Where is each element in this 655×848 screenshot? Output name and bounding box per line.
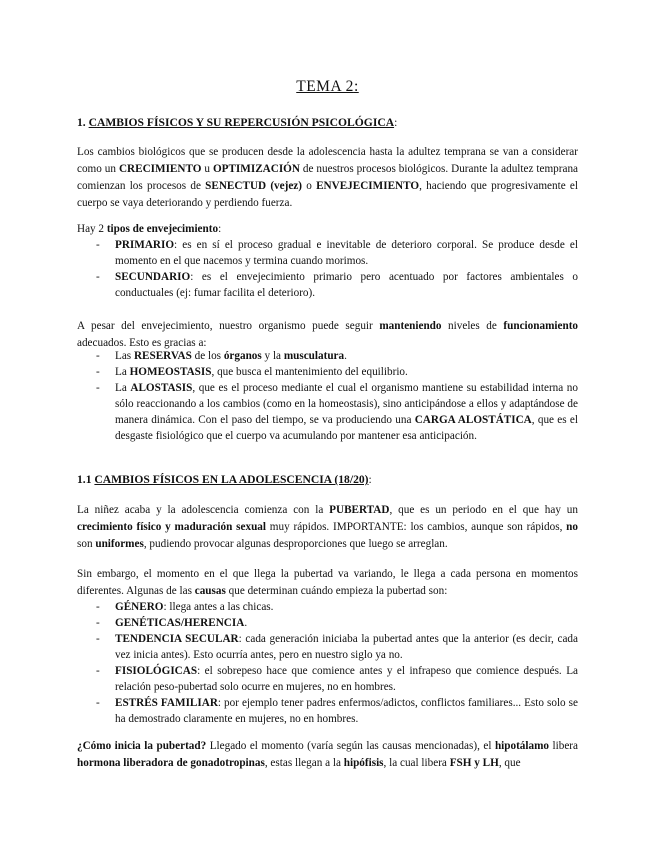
causas-list [77, 599, 578, 727]
list-item: - PRIMARIO: es en sí el proceso gradual e inevitable de deterioro corporal. Se produce desde el momento en el que nacemos y termina cuando morimos. [96, 239, 578, 267]
list-item: - La HOMEOSTASIS, que busca el mantenimiento del equilibrio. [96, 366, 408, 378]
list-item: - SECUNDARIO: es el envejecimiento primario pero acentuado por factores ambientales o conductuales (ej: fumar facilita el deterioro). [96, 271, 578, 299]
section-1-heading: 1. CAMBIOS FÍSICOS Y SU REPERCUSIÓN PSICOLÓGICA: [77, 116, 398, 129]
gracias-list [77, 348, 578, 444]
paragraph-mantenimiento: A pesar del envejecimiento, nuestro organismo puede seguir manteniendo niveles de funcionamiento adecuados. Esto es gracias a: [77, 320, 579, 349]
list-item: - Las RESERVAS de los órganos y la musculatura. [96, 350, 347, 362]
paragraph-causas: Sin embargo, el momento en el que llega la pubertad va variando, le llega a cada persona en momentos diferentes. Algunas de las causas que determinan cuándo empieza la pubertad son: [77, 568, 578, 597]
page-title: TEMA 2: [296, 78, 359, 95]
tipos-intro: Hay 2 tipos de envejecimiento: [77, 223, 222, 235]
paragraph-inicio-pubertad: ¿Cómo inicia la pubertad? Llegado el momento (varía según las causas mencionadas), el hipotálamo libera hormona liberadora de gonadotropinas, estas llegan a la hipófisis, la cual libera FSH y LH, que [77, 740, 578, 769]
list-item: - FISIOLÓGICAS: el sobrepeso hace que comience antes y el infrapeso que comience después. La relación peso-pubertad solo ocurre en mujeres, no en hombres. [96, 665, 578, 693]
paragraph-pubertad: La niñez acaba y la adolescencia comienza con la PUBERTAD, que es un periodo en el que hay un crecimiento físico y maduración sexual muy rápidos. IMPORTANTE: los cambios, aunque son rápidos, no son uniformes, pudiendo provocar algunas desproporciones que luego se arreglan. [77, 504, 578, 550]
list-item: - GÉNERO: llega antes a las chicas. [96, 601, 274, 613]
list-item: - GENÉTICAS/HERENCIA. [96, 617, 248, 629]
list-item: - La ALOSTASIS, que es el proceso mediante el cual el organismo mantiene su estabilidad interna no sólo reaccionando a los cambios (como en la homeostasis), sino anticipándose a ellos y adaptándose de manera dinámica. Con el paso del tiempo, se va produciendo una CARGA ALOSTÁTICA, que es el desgaste fisiológico que el cuerpo va acumulando por mantener esa anticipación. [96, 382, 578, 442]
section-1-1-heading: 1.1 CAMBIOS FÍSICOS EN LA ADOLESCENCIA (18/20): [77, 473, 372, 486]
list-item: - TENDENCIA SECULAR: cada generación iniciaba la pubertad antes que la anterior (es decir, cada vez inicia antes). Esto ocurría antes, pero en nuestro siglo ya no. [96, 633, 578, 661]
tipos-list [77, 237, 578, 301]
paragraph-crecimiento: Los cambios biológicos que se producen desde la adolescencia hasta la adultez temprana se van a considerar como un CRECIMIENTO u OPTIMIZACIÓN de nuestros procesos biológicos. Durante la adultez temprana comienzan los procesos de SENECTUD (vejez) o ENVEJECIMIENTO, haciendo que progresivamente el cuerpo se vaya deteriorando y perdiendo fuerza. [77, 146, 579, 209]
list-item: - ESTRÉS FAMILIAR: por ejemplo tener padres enfermos/adictos, conflictos familiares... Esto solo se ha demostrado claramente en mujeres, no en hombres. [96, 697, 578, 725]
